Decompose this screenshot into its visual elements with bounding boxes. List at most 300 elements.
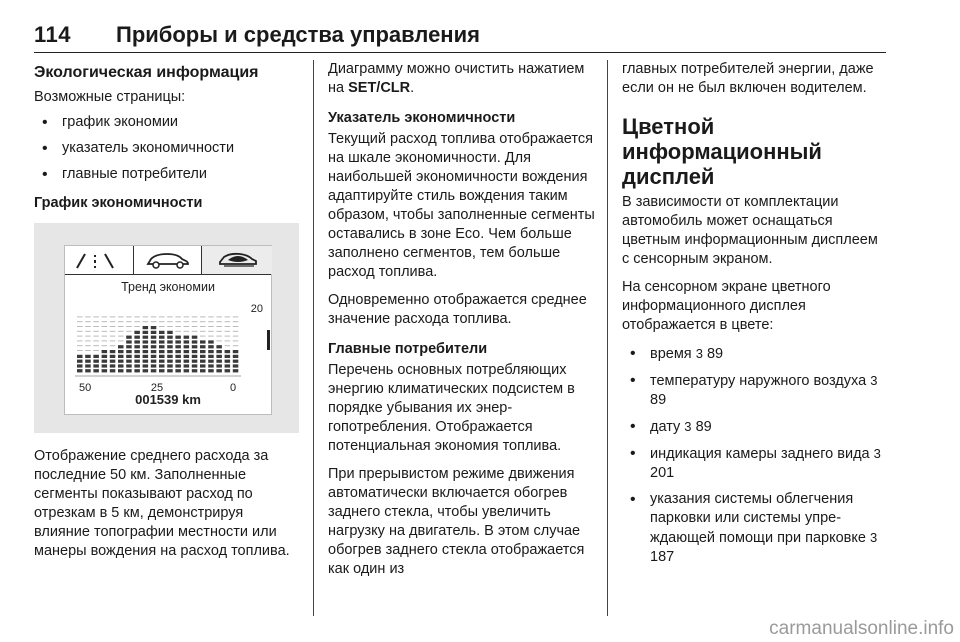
bar-segment bbox=[134, 364, 140, 367]
bar-segment bbox=[184, 336, 190, 339]
bar-segment bbox=[225, 369, 231, 372]
bar-ghost-dot bbox=[151, 316, 157, 317]
page-ref[interactable]: 89 bbox=[650, 392, 667, 408]
bar-ghost-dot bbox=[118, 326, 124, 327]
bar-ghost-dot bbox=[184, 316, 190, 317]
bar-ghost-dot bbox=[184, 331, 190, 332]
bar-segment bbox=[175, 369, 181, 372]
bar-segment bbox=[110, 360, 116, 363]
bar-segment bbox=[77, 364, 83, 367]
continued-text: главных потребителей энергии, даже если он не был включен водителем. bbox=[622, 61, 874, 96]
car-icon bbox=[134, 246, 200, 274]
bar-segment bbox=[208, 369, 214, 372]
bar-segment bbox=[200, 350, 206, 353]
bar-ghost-dot bbox=[77, 316, 83, 317]
bar-segment bbox=[225, 355, 231, 358]
bar-ghost-dot bbox=[85, 345, 91, 346]
color-display-list bbox=[622, 344, 888, 567]
column-divider bbox=[313, 60, 314, 616]
bar-segment bbox=[143, 331, 149, 334]
bar-ghost-dot bbox=[102, 340, 108, 341]
display-screen bbox=[64, 245, 272, 415]
bar-segment bbox=[208, 355, 214, 358]
bar-segment bbox=[77, 369, 83, 372]
bar-segment bbox=[225, 364, 231, 367]
bar-segment bbox=[93, 369, 99, 372]
bar-ghost-dot bbox=[93, 345, 99, 346]
bar-ghost-dot bbox=[85, 316, 91, 317]
bar-ghost-dot bbox=[118, 316, 124, 317]
bar-segment bbox=[233, 350, 239, 353]
bar-ghost-dot bbox=[110, 336, 116, 337]
bar-segment bbox=[159, 345, 165, 348]
bar-segment bbox=[167, 340, 173, 343]
bar-ghost-dot bbox=[134, 321, 140, 322]
bar-ghost-dot bbox=[110, 345, 116, 346]
bar-segment bbox=[151, 364, 157, 367]
bar-ghost-dot bbox=[200, 326, 206, 327]
bar-ghost-dot bbox=[200, 316, 206, 317]
consumers-title: Главные потребители bbox=[328, 341, 488, 357]
tab-eco-car bbox=[201, 246, 272, 274]
bar-segment bbox=[184, 369, 190, 372]
bar-segment bbox=[85, 364, 91, 367]
bar-ghost-dot bbox=[126, 316, 132, 317]
bar-segment bbox=[110, 355, 116, 358]
bar-ghost-dot bbox=[208, 316, 214, 317]
bar-segment bbox=[126, 360, 132, 363]
bar-ghost-dot bbox=[208, 326, 214, 327]
bar-ghost-dot bbox=[126, 326, 132, 327]
bar-ghost-dot bbox=[216, 336, 222, 337]
bar-segment bbox=[216, 350, 222, 353]
bar-ghost-dot bbox=[233, 316, 239, 317]
bar-segment bbox=[225, 350, 231, 353]
bar-segment bbox=[151, 355, 157, 358]
bar-ghost-dot bbox=[118, 340, 124, 341]
bar-segment bbox=[118, 360, 124, 363]
page-ref[interactable]: 89 bbox=[695, 419, 712, 435]
bar-ghost-dot bbox=[208, 336, 214, 337]
bar-segment bbox=[85, 360, 91, 363]
page-ref-icon: 3 bbox=[695, 346, 703, 361]
bar-ghost-dot bbox=[216, 316, 222, 317]
bar-ghost-dot bbox=[93, 336, 99, 337]
bar-ghost-dot bbox=[77, 345, 83, 346]
bar-ghost-dot bbox=[110, 326, 116, 327]
bar-segment bbox=[233, 360, 239, 363]
bar-ghost-dot bbox=[126, 321, 132, 322]
bar-segment bbox=[167, 345, 173, 348]
bar-ghost-dot bbox=[77, 336, 83, 337]
page-ref[interactable]: 89 bbox=[706, 346, 724, 362]
tab-road-slope bbox=[65, 246, 131, 274]
bar-ghost-dot bbox=[110, 340, 116, 341]
bar-segment bbox=[85, 369, 91, 372]
bar-segment bbox=[151, 336, 157, 339]
bar-ghost-dot bbox=[118, 331, 124, 332]
bar-segment bbox=[110, 364, 116, 367]
bar-ghost-dot bbox=[102, 316, 108, 317]
bar-segment bbox=[216, 360, 222, 363]
bar-segment bbox=[93, 360, 99, 363]
bar-ghost-dot bbox=[233, 321, 239, 322]
bar-segment bbox=[175, 350, 181, 353]
bar-segment bbox=[93, 355, 99, 358]
bar-segment bbox=[143, 340, 149, 343]
column-divider bbox=[607, 60, 608, 616]
bar-segment bbox=[77, 360, 83, 363]
bar-segment bbox=[126, 336, 132, 339]
bar-segment bbox=[151, 369, 157, 372]
bar-segment bbox=[151, 331, 157, 334]
bar-ghost-dot bbox=[110, 321, 116, 322]
bar-segment bbox=[216, 355, 222, 358]
bar-segment bbox=[233, 369, 239, 372]
bar-segment bbox=[200, 360, 206, 363]
eco-trend-bars bbox=[65, 304, 271, 394]
bar-ghost-dot bbox=[225, 336, 231, 337]
bar-segment bbox=[159, 331, 165, 334]
bar-segment bbox=[134, 331, 140, 334]
bar-ghost-dot bbox=[167, 316, 173, 317]
bar-segment bbox=[143, 336, 149, 339]
bar-segment bbox=[167, 360, 173, 363]
bar-segment bbox=[208, 364, 214, 367]
bar-segment bbox=[200, 345, 206, 348]
bar-segment bbox=[134, 369, 140, 372]
bar-segment bbox=[184, 364, 190, 367]
bar-segment bbox=[175, 336, 181, 339]
bar-ghost-dot bbox=[143, 316, 149, 317]
bar-segment bbox=[192, 355, 198, 358]
scroll-marker bbox=[267, 330, 270, 350]
bar-ghost-dot bbox=[192, 316, 198, 317]
bar-ghost-dot bbox=[93, 340, 99, 341]
graph-title: График экономичности bbox=[34, 195, 203, 211]
bar-ghost-dot bbox=[175, 321, 181, 322]
bar-ghost-dot bbox=[93, 326, 99, 327]
bar-segment bbox=[126, 369, 132, 372]
bar-segment bbox=[102, 364, 108, 367]
bar-segment bbox=[208, 340, 214, 343]
eco-display-figure bbox=[34, 223, 299, 433]
bar-segment bbox=[200, 355, 206, 358]
bar-ghost-dot bbox=[184, 321, 190, 322]
bar-segment bbox=[192, 369, 198, 372]
bar-ghost-dot bbox=[110, 331, 116, 332]
bar-segment bbox=[167, 336, 173, 339]
bar-segment bbox=[233, 355, 239, 358]
x-label: 50 bbox=[79, 382, 92, 394]
bar-segment bbox=[184, 360, 190, 363]
leaf-car-icon bbox=[202, 246, 272, 274]
list-item: • график экономии bbox=[34, 113, 300, 132]
bar-segment bbox=[167, 350, 173, 353]
bar-segment bbox=[175, 345, 181, 348]
bar-segment bbox=[151, 326, 157, 329]
list-item: • индикация камеры заднего вида 3 201 bbox=[622, 444, 888, 483]
bar-ghost-dot bbox=[110, 316, 116, 317]
bar-ghost-dot bbox=[85, 321, 91, 322]
bar-ghost-dot bbox=[93, 350, 99, 351]
bar-segment bbox=[126, 340, 132, 343]
bar-segment bbox=[118, 369, 124, 372]
indicator-title: Указатель экономичности bbox=[328, 110, 516, 126]
bar-segment bbox=[102, 369, 108, 372]
bar-ghost-dot bbox=[175, 331, 181, 332]
page-ref-icon: 3 bbox=[870, 373, 878, 388]
bar-ghost-dot bbox=[208, 321, 214, 322]
bar-segment bbox=[102, 360, 108, 363]
bar-segment bbox=[159, 336, 165, 339]
bar-ghost-dot bbox=[159, 326, 165, 327]
x-label: 0 bbox=[229, 382, 237, 394]
bar-segment bbox=[159, 350, 165, 353]
list-item: • дату 3 89 bbox=[622, 417, 888, 437]
bar-segment bbox=[143, 350, 149, 353]
bar-segment bbox=[143, 345, 149, 348]
bar-segment bbox=[102, 350, 108, 353]
bar-ghost-dot bbox=[200, 336, 206, 337]
bar-segment bbox=[159, 364, 165, 367]
bar-ghost-dot bbox=[225, 321, 231, 322]
indicator-text: Текущий расход топлива отображается на шкале экономичности. Для наибольшей экономичности вождения адаптируйте стиль вождения таким образом, чтобы заполненные сегменты оставались в зоне Eco. Чем больше заполнено сегментов, тем больше расход топлива. bbox=[328, 131, 595, 280]
bar-segment bbox=[175, 364, 181, 367]
display-tabs bbox=[65, 246, 271, 275]
indicator-text-2: Одновременно отображается среднее значение расхода топлива. bbox=[328, 292, 587, 327]
list-item: • время 3 89 bbox=[622, 344, 888, 364]
bar-ghost-dot bbox=[77, 321, 83, 322]
bar-segment bbox=[200, 340, 206, 343]
bar-ghost-dot bbox=[175, 326, 181, 327]
bar-ghost-dot bbox=[225, 340, 231, 341]
bar-segment bbox=[110, 350, 116, 353]
bar-segment bbox=[175, 360, 181, 363]
bar-ghost-dot bbox=[102, 345, 108, 346]
bar-segment bbox=[192, 336, 198, 339]
bar-ghost-dot bbox=[102, 321, 108, 322]
bar-segment bbox=[175, 355, 181, 358]
bar-ghost-dot bbox=[216, 321, 222, 322]
bar-segment bbox=[175, 340, 181, 343]
bar-segment bbox=[151, 350, 157, 353]
tab-car bbox=[133, 246, 200, 274]
clear-text-end: . bbox=[410, 80, 415, 96]
bar-ghost-dot bbox=[233, 345, 239, 346]
bar-ghost-dot bbox=[200, 331, 206, 332]
bar-segment bbox=[192, 364, 198, 367]
odometer-value: 001539 km bbox=[135, 392, 201, 407]
bar-ghost-dot bbox=[192, 321, 198, 322]
bar-ghost-dot bbox=[175, 316, 181, 317]
consumers-text-2: При прерывистом режиме движения автоматически включается обогрев заднего стекла, чтобы увеличить нагрузку на двигатель. В этом случае обогрев заднего стекла отображается как один из bbox=[328, 466, 585, 577]
bar-ghost-dot bbox=[216, 340, 222, 341]
bar-ghost-dot bbox=[118, 321, 124, 322]
bar-segment bbox=[134, 345, 140, 348]
page-ref[interactable]: 187 bbox=[650, 549, 675, 565]
figure-caption: Отображение среднего расхода за последние 50 км. Заполненные сегменты показывают расход по отрезкам в 5 км, демонстрируя влияние топографии местности или манеры вождения на расход топлива. bbox=[34, 448, 290, 559]
bar-segment bbox=[184, 345, 190, 348]
bar-ghost-dot bbox=[225, 345, 231, 346]
pages-intro: Возможные страницы: bbox=[34, 89, 186, 105]
bar-segment bbox=[118, 345, 124, 348]
bar-segment bbox=[134, 355, 140, 358]
bar-segment bbox=[126, 364, 132, 367]
bar-ghost-dot bbox=[85, 326, 91, 327]
bar-segment bbox=[85, 355, 91, 358]
page-ref-icon: 3 bbox=[684, 419, 692, 434]
bar-segment bbox=[118, 355, 124, 358]
bar-segment bbox=[216, 364, 222, 367]
bar-ghost-dot bbox=[225, 316, 231, 317]
color-display-text-2: На сенсорном экране цветного информационного дисплея отображается в цвете: bbox=[622, 279, 831, 333]
bar-ghost-dot bbox=[225, 326, 231, 327]
bar-ghost-dot bbox=[143, 321, 149, 322]
bar-segment bbox=[159, 340, 165, 343]
bar-segment bbox=[159, 369, 165, 372]
bar-segment bbox=[184, 340, 190, 343]
bar-ghost-dot bbox=[93, 331, 99, 332]
bar-ghost-dot bbox=[151, 321, 157, 322]
bar-segment bbox=[216, 369, 222, 372]
bar-segment bbox=[134, 350, 140, 353]
pages-list bbox=[34, 113, 300, 184]
bar-segment bbox=[102, 355, 108, 358]
bar-segment bbox=[159, 355, 165, 358]
bar-ghost-dot bbox=[216, 326, 222, 327]
bar-segment bbox=[184, 350, 190, 353]
bar-ghost-dot bbox=[77, 350, 83, 351]
bar-ghost-dot bbox=[184, 326, 190, 327]
bar-ghost-dot bbox=[126, 331, 132, 332]
bar-segment bbox=[134, 336, 140, 339]
bar-segment bbox=[126, 355, 132, 358]
color-display-text-1: В зависимости от комплектации автомобиль может оснащаться цветным информационным дисплеем с сенсорным экраном. bbox=[622, 194, 878, 267]
bar-segment bbox=[143, 355, 149, 358]
column-2 bbox=[328, 60, 598, 588]
bar-segment bbox=[208, 345, 214, 348]
bar-segment bbox=[143, 360, 149, 363]
page-ref-icon: 3 bbox=[869, 530, 878, 545]
bar-ghost-dot bbox=[233, 326, 239, 327]
bar-ghost-dot bbox=[233, 331, 239, 332]
bar-ghost-dot bbox=[134, 316, 140, 317]
bar-segment bbox=[118, 364, 124, 367]
bar-segment bbox=[151, 340, 157, 343]
bar-ghost-dot bbox=[102, 326, 108, 327]
bar-ghost-dot bbox=[102, 336, 108, 337]
bar-segment bbox=[167, 369, 173, 372]
bar-segment bbox=[77, 355, 83, 358]
bar-segment bbox=[143, 369, 149, 372]
scale-top-label: 20 bbox=[250, 304, 263, 315]
clear-diagram-text bbox=[328, 60, 598, 98]
bar-ghost-dot bbox=[216, 331, 222, 332]
bar-ghost-dot bbox=[233, 336, 239, 337]
bar-segment bbox=[192, 345, 198, 348]
bar-ghost-dot bbox=[167, 321, 173, 322]
page-ref-icon: 3 bbox=[873, 446, 881, 461]
bar-segment bbox=[208, 360, 214, 363]
page-ref[interactable]: 201 bbox=[650, 465, 675, 481]
bar-segment bbox=[184, 355, 190, 358]
bar-ghost-dot bbox=[134, 326, 140, 327]
column-3 bbox=[622, 60, 888, 577]
set-clr-key: SET/CLR bbox=[348, 80, 411, 96]
bar-ghost-dot bbox=[77, 340, 83, 341]
bar-ghost-dot bbox=[167, 326, 173, 327]
road-slope-icon bbox=[65, 246, 131, 274]
bar-ghost-dot bbox=[192, 326, 198, 327]
bar-segment bbox=[233, 364, 239, 367]
bar-segment bbox=[134, 360, 140, 363]
bar-segment bbox=[167, 355, 173, 358]
bar-ghost-dot bbox=[200, 321, 206, 322]
section-title-color-display: Цветной информационный дисплей bbox=[622, 114, 822, 189]
bar-ghost-dot bbox=[159, 316, 165, 317]
watermark: carmanualsonline.info bbox=[769, 618, 954, 639]
bar-ghost-dot bbox=[85, 350, 91, 351]
bar-segment bbox=[208, 350, 214, 353]
bar-segment bbox=[200, 364, 206, 367]
bar-ghost-dot bbox=[77, 326, 83, 327]
list-item: • главные потребители bbox=[34, 165, 300, 184]
bar-ghost-dot bbox=[208, 331, 214, 332]
bar-ghost-dot bbox=[159, 321, 165, 322]
bar-segment bbox=[192, 350, 198, 353]
page-title: Приборы и средства управления bbox=[116, 22, 480, 47]
bar-ghost-dot bbox=[85, 336, 91, 337]
bar-segment bbox=[216, 345, 222, 348]
list-item: • температуру наружного воздуха 3 89 bbox=[622, 371, 888, 410]
bar-segment bbox=[118, 350, 124, 353]
bar-ghost-dot bbox=[93, 321, 99, 322]
bar-segment bbox=[126, 345, 132, 348]
bar-ghost-dot bbox=[102, 331, 108, 332]
bar-segment bbox=[110, 369, 116, 372]
bar-ghost-dot bbox=[233, 340, 239, 341]
clear-text: Диаграмму можно очистить нажатием на bbox=[328, 61, 585, 96]
display-title: Тренд экономии bbox=[121, 280, 215, 294]
bar-ghost-dot bbox=[85, 331, 91, 332]
page-number: 114 bbox=[34, 22, 71, 47]
bar-ghost-dot bbox=[118, 336, 124, 337]
bar-segment bbox=[93, 364, 99, 367]
bar-ghost-dot bbox=[93, 316, 99, 317]
bar-segment bbox=[200, 369, 206, 372]
list-item: • указания системы облегчения парковки или системы упреждающей помощи при парковке 3 187 bbox=[622, 490, 888, 567]
bar-segment bbox=[225, 360, 231, 363]
consumers-text: Перечень основных потребляющих энергию климатических подсистем в порядке убывания их энергопотребления. Отображается потенциальная экономия топлива. bbox=[328, 362, 575, 454]
bar-segment bbox=[159, 360, 165, 363]
bar-segment bbox=[167, 331, 173, 334]
bar-segment bbox=[143, 326, 149, 329]
bar-segment bbox=[126, 350, 132, 353]
bar-segment bbox=[192, 340, 198, 343]
page-header bbox=[34, 22, 886, 53]
bar-segment bbox=[151, 345, 157, 348]
section-title-eco: Экологическая информация bbox=[34, 64, 259, 81]
bar-ghost-dot bbox=[192, 331, 198, 332]
bar-segment bbox=[143, 364, 149, 367]
x-label: 25 bbox=[150, 382, 164, 394]
bar-segment bbox=[134, 340, 140, 343]
bar-segment bbox=[192, 360, 198, 363]
bar-ghost-dot bbox=[77, 331, 83, 332]
bar-segment bbox=[167, 364, 173, 367]
bar-ghost-dot bbox=[225, 331, 231, 332]
